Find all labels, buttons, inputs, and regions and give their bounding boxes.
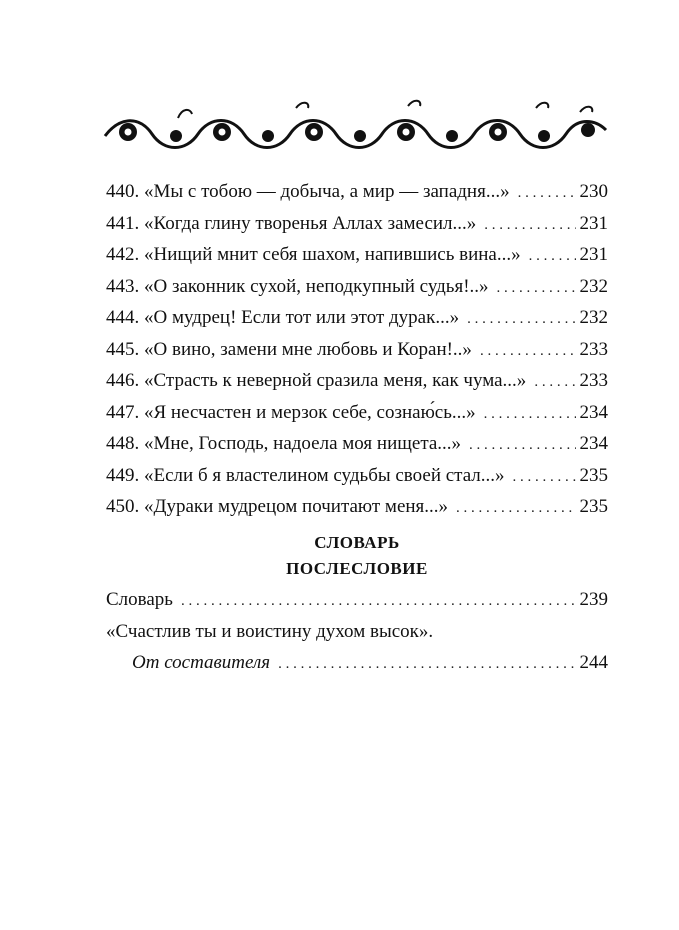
- section-headings: [106, 530, 608, 582]
- toc-row-page: 231: [579, 212, 608, 234]
- toc-row-text: «Мне, Господь, надоела моя нищета...»: [144, 433, 462, 454]
- toc-row[interactable]: [106, 176, 608, 208]
- scroll-ornament-icon: [100, 96, 610, 158]
- toc-row-page: 232: [579, 275, 608, 297]
- toc-row[interactable]: [106, 302, 608, 334]
- toc-row-text: «Мы с тобою — добыча, а мир — западня...»: [144, 181, 510, 202]
- toc-row[interactable]: [106, 365, 608, 397]
- toc-row-number: 449.: [106, 464, 140, 486]
- dot-leader: [469, 430, 575, 462]
- toc-row-page: 232: [579, 307, 608, 328]
- toc-row-number: 446.: [106, 370, 140, 391]
- toc-row-text: «О мудрец! Если тот или этот дурак...»: [144, 307, 460, 328]
- dot-leader: [278, 649, 575, 681]
- toc-row-number: 440.: [106, 181, 140, 202]
- toc-row-text: «Если б я властелином судьбы своей стал...»: [144, 464, 505, 486]
- toc-row-subtitle: От составителя: [132, 652, 271, 673]
- dot-leader: [529, 241, 576, 273]
- toc-row-number: 445.: [106, 338, 140, 360]
- toc-row[interactable]: [106, 271, 608, 303]
- toc-row-text: «Я несчастен и мерзок себе, сознаю́сь...»: [144, 401, 476, 423]
- toc-row-text: «Когда глину творенья Аллах замесил...»: [144, 212, 477, 234]
- dot-leader: [534, 367, 575, 399]
- heading-afterword: ПОСЛЕСЛОВИЕ: [286, 559, 428, 578]
- dot-leader: [484, 210, 575, 242]
- toc-row-text: «О вино, замени мне любовь и Коран!..»: [144, 338, 472, 360]
- toc-row-number: 441.: [106, 212, 140, 234]
- toc-row[interactable]: [106, 460, 608, 492]
- dot-leader: [467, 304, 575, 336]
- toc-row-text: «Страсть к неверной сразила меня, как чума...»: [144, 370, 527, 391]
- toc-row-title: [106, 460, 505, 492]
- toc-row-page: 235: [579, 464, 608, 486]
- dot-leader: [480, 336, 576, 368]
- toc-row-afterword[interactable]: [106, 647, 608, 679]
- toc-row-number: 442.: [106, 244, 140, 265]
- toc-row-page: 234: [579, 433, 608, 454]
- toc-row-title: [106, 176, 510, 208]
- toc-row-glossary[interactable]: [106, 584, 608, 616]
- toc-row-page: 234: [579, 401, 608, 423]
- toc-row-text: «Нищий мнит себя шахом, напившись вина...»: [144, 244, 521, 265]
- toc-row-page: 244: [579, 652, 608, 673]
- toc-row-afterword-title[interactable]: [106, 616, 608, 648]
- toc-row[interactable]: [106, 239, 608, 271]
- toc-row-title: Словарь: [106, 589, 173, 610]
- toc-row-text: «О законник сухой, неподкупный судья!..»: [144, 275, 489, 297]
- toc-row-title: [106, 239, 521, 271]
- toc-row-page: 233: [579, 370, 608, 391]
- toc-row[interactable]: [106, 397, 608, 429]
- toc-row-number: 443.: [106, 275, 140, 297]
- dot-leader: [497, 273, 576, 305]
- toc-row[interactable]: [106, 208, 608, 240]
- toc-row-title: [106, 397, 476, 429]
- toc-row-text: «Дураки мудрецом почитают меня...»: [144, 496, 449, 517]
- toc-row-number: 444.: [106, 307, 140, 328]
- toc-back-matter: [106, 584, 608, 679]
- toc-entries: [106, 176, 608, 523]
- toc-row-page: 231: [579, 244, 608, 265]
- toc-row-title: [106, 491, 448, 523]
- dot-leader: [456, 493, 575, 525]
- toc-row-number: 447.: [106, 401, 140, 423]
- toc-row-title: [106, 334, 472, 366]
- dot-leader: [484, 399, 576, 431]
- toc-row-title: [106, 428, 461, 460]
- toc-row-number: 448.: [106, 433, 140, 454]
- toc-row-title: [106, 271, 489, 303]
- toc-row-page: 233: [579, 338, 608, 360]
- toc-row-title: [106, 208, 476, 240]
- toc-row-page: 235: [579, 496, 608, 517]
- toc-row-number: 450.: [106, 496, 140, 517]
- toc-row[interactable]: [106, 428, 608, 460]
- toc-row[interactable]: [106, 334, 608, 366]
- toc-row-title: [106, 365, 526, 397]
- toc-row-title: «Счастлив ты и воистину духом высок».: [106, 620, 434, 642]
- toc-row[interactable]: [106, 491, 608, 523]
- toc-row-page: 230: [579, 181, 608, 202]
- dot-leader: [518, 178, 576, 210]
- dot-leader: [181, 586, 576, 618]
- toc-row-title: [106, 302, 459, 334]
- dot-leader: [513, 462, 576, 494]
- heading-glossary: СЛОВАРЬ: [314, 533, 400, 552]
- toc-row-page: 239: [579, 589, 608, 610]
